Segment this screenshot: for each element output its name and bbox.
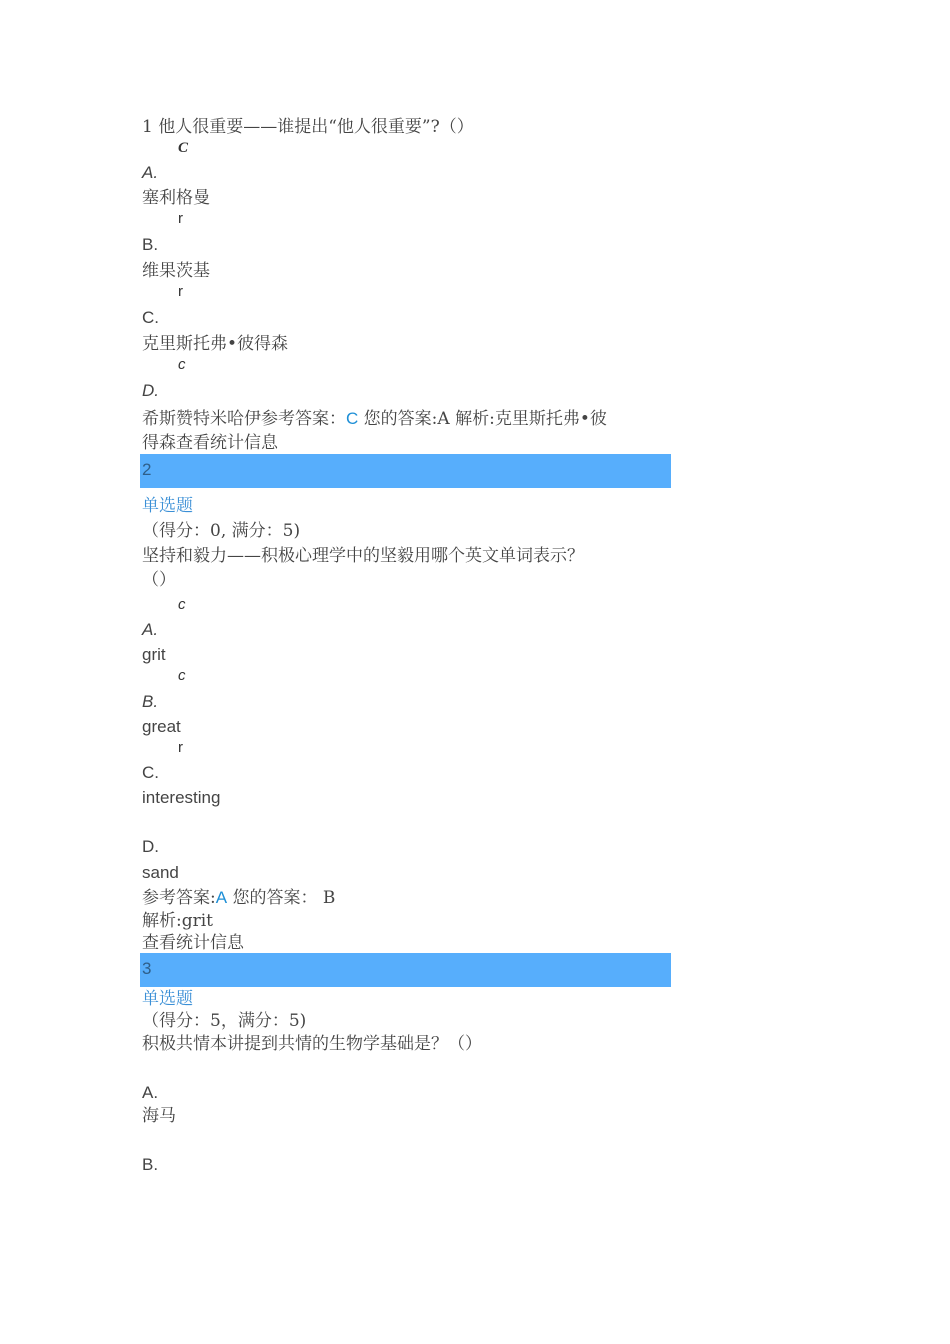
q1-option-a-radio[interactable]: C — [178, 140, 189, 156]
q2-option-c-radio[interactable]: r — [178, 739, 183, 756]
q3-type-label: 单选题 — [142, 989, 193, 1009]
q2-option-b-letter: B. — [142, 692, 159, 711]
q2-your-answer: 您的答案： B — [227, 888, 336, 908]
q2-correct-answer: A — [215, 888, 228, 907]
q3-score: （得分：5，满分：5) — [142, 1011, 307, 1031]
q1-answer-line2: 得森查看统计信息 — [142, 433, 278, 453]
q2-stem: 坚持和毅力——积极心理学中的坚毅用哪个英文单词表示？ — [142, 546, 584, 566]
q2-score: （得分：0, 满分：5) — [142, 521, 301, 541]
q1-answer-detail: 您的答案:A 解析:克里斯托弗•彼 — [358, 409, 607, 429]
q3-header-bar — [140, 953, 671, 987]
q2-option-c-text: interesting — [142, 788, 221, 807]
q2-answer-line — [142, 887, 335, 909]
q3-option-a-text: 海马 — [142, 1106, 176, 1126]
q1-option-d-radio[interactable]: c — [178, 356, 186, 373]
q2-option-d-text: sand — [142, 863, 179, 882]
q1-option-a-text: 塞利格曼 — [142, 188, 210, 208]
q2-option-b-text: great — [142, 717, 181, 736]
q1-correct-answer: C — [346, 409, 359, 428]
q1-option-d-text: 希斯赞特米哈伊 — [142, 409, 261, 429]
q1-option-c-text: 克里斯托弗•彼得森 — [142, 334, 289, 354]
q1-option-c-radio[interactable]: r — [178, 283, 183, 300]
q2-option-a-radio[interactable]: c — [178, 596, 186, 613]
q1-stem: 1 他人很重要——谁提出“他人很重要”?（） — [142, 117, 474, 137]
q3-stem: 积极共情本讲提到共情的生物学基础是？（） — [142, 1034, 482, 1054]
q2-type-label: 单选题 — [142, 496, 193, 516]
q1-option-d-letter: D. — [142, 381, 159, 400]
q2-option-d-letter: D. — [142, 837, 159, 856]
q3-option-a-letter: A. — [142, 1083, 159, 1102]
q2-option-a-text: grit — [142, 645, 166, 664]
q2-header-bar — [140, 454, 671, 488]
q2-option-c-letter: C. — [142, 763, 159, 782]
q2-answer-label: 参考答案: — [142, 888, 216, 908]
q1-option-b-radio[interactable]: r — [178, 210, 183, 227]
q3-option-b-letter: B. — [142, 1155, 159, 1174]
q2-number: 2 — [142, 460, 152, 479]
q1-answer-label: 参考答案： — [261, 409, 346, 429]
q1-option-c-letter: C. — [142, 308, 159, 327]
q1-answer-line — [142, 408, 607, 430]
q2-analysis: 解析:grit — [142, 911, 214, 931]
q3-number: 3 — [142, 959, 152, 978]
q2-stats-link[interactable]: 查看统计信息 — [142, 933, 244, 953]
q2-option-a-letter: A. — [142, 620, 159, 639]
q1-option-b-text: 维果茨基 — [142, 261, 210, 281]
q2-option-b-radio[interactable]: c — [178, 667, 186, 684]
q1-option-b-letter: B. — [142, 235, 159, 254]
q2-stem-paren: （） — [142, 570, 176, 590]
q1-option-a-letter: A. — [142, 163, 159, 182]
